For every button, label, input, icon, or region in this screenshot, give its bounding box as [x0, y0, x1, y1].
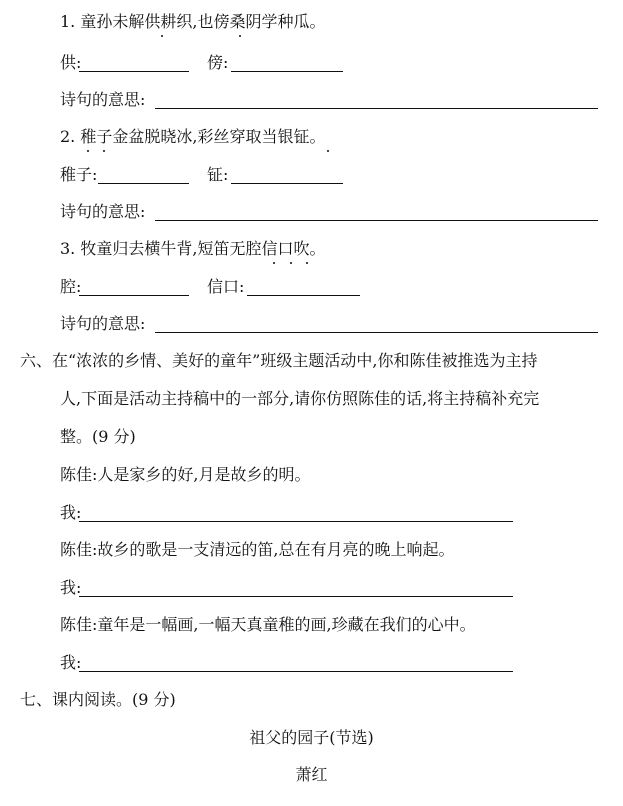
- poem-1-word1-label: 供:: [60, 53, 82, 72]
- poem-2-line: 2. 稚子金盆脱晓冰,彩丝穿取当银钲。: [60, 127, 326, 146]
- section-7-heading: 七、课内阅读。(9 分): [20, 690, 176, 709]
- me-answer-blank-2[interactable]: [79, 596, 513, 597]
- poem-2-meaning-blank[interactable]: [155, 220, 598, 221]
- poem-1-meaning-label: 诗句的意思:: [60, 90, 146, 109]
- emphasis-dot: [327, 150, 329, 152]
- emphasis-dot: [290, 262, 292, 264]
- poem-1-word1-blank[interactable]: [79, 71, 189, 72]
- me-label-1: 我:: [60, 503, 82, 522]
- emphasis-dot: [273, 262, 275, 264]
- poem-3-word1-label: 腔:: [60, 277, 82, 296]
- poem-2-meaning-label: 诗句的意思:: [60, 202, 146, 221]
- me-answer-blank-3[interactable]: [79, 671, 513, 672]
- emphasis-dot: [306, 262, 308, 264]
- poem-1-word2-blank[interactable]: [231, 71, 343, 72]
- poem-3-word2-label: 信口:: [207, 277, 245, 296]
- me-label-3: 我:: [60, 653, 82, 672]
- emphasis-dot: [87, 150, 89, 152]
- poem-1-word2-label: 傍:: [207, 53, 229, 72]
- me-answer-blank-1[interactable]: [79, 521, 513, 522]
- passage-author: 萧红: [295, 765, 328, 784]
- poem-2-word2-label: 钲:: [207, 165, 229, 184]
- emphasis-dot: [103, 150, 105, 152]
- section-6-heading-line1: 六、在“浓浓的乡情、美好的童年”班级主题活动中,你和陈佳被推选为主持: [20, 351, 538, 370]
- poem-3-word2-blank[interactable]: [247, 295, 360, 296]
- poem-3-meaning-label: 诗句的意思:: [60, 314, 146, 333]
- poem-1-meaning-blank[interactable]: [155, 108, 598, 109]
- poem-1-line: 1. 童孙未解供耕织,也傍桑阴学种瓜。: [60, 12, 326, 31]
- emphasis-dot: [161, 35, 163, 37]
- me-label-2: 我:: [60, 578, 82, 597]
- chen-jia-line-3: 陈佳:童年是一幅画,一幅天真童稚的画,珍藏在我们的心中。: [60, 615, 476, 634]
- section-6-heading-line2: 人,下面是活动主持稿中的一部分,请你仿照陈佳的话,将主持稿补充完: [60, 389, 540, 408]
- poem-3-line: 3. 牧童归去横牛背,短笛无腔信口吹。: [60, 239, 326, 258]
- poem-3-meaning-blank[interactable]: [155, 332, 598, 333]
- poem-2-word2-blank[interactable]: [231, 183, 343, 184]
- chen-jia-line-1: 陈佳:人是家乡的好,月是故乡的明。: [60, 465, 311, 484]
- passage-title: 祖父的园子(节选): [249, 728, 374, 747]
- chen-jia-line-2: 陈佳:故乡的歌是一支清远的笛,总在有月亮的晚上响起。: [60, 540, 455, 559]
- emphasis-dot: [239, 35, 241, 37]
- poem-2-word1-blank[interactable]: [98, 183, 189, 184]
- poem-3-word1-blank[interactable]: [79, 295, 189, 296]
- section-6-heading-line3: 整。(9 分): [60, 427, 136, 446]
- poem-2-word1-label: 稚子:: [60, 165, 98, 184]
